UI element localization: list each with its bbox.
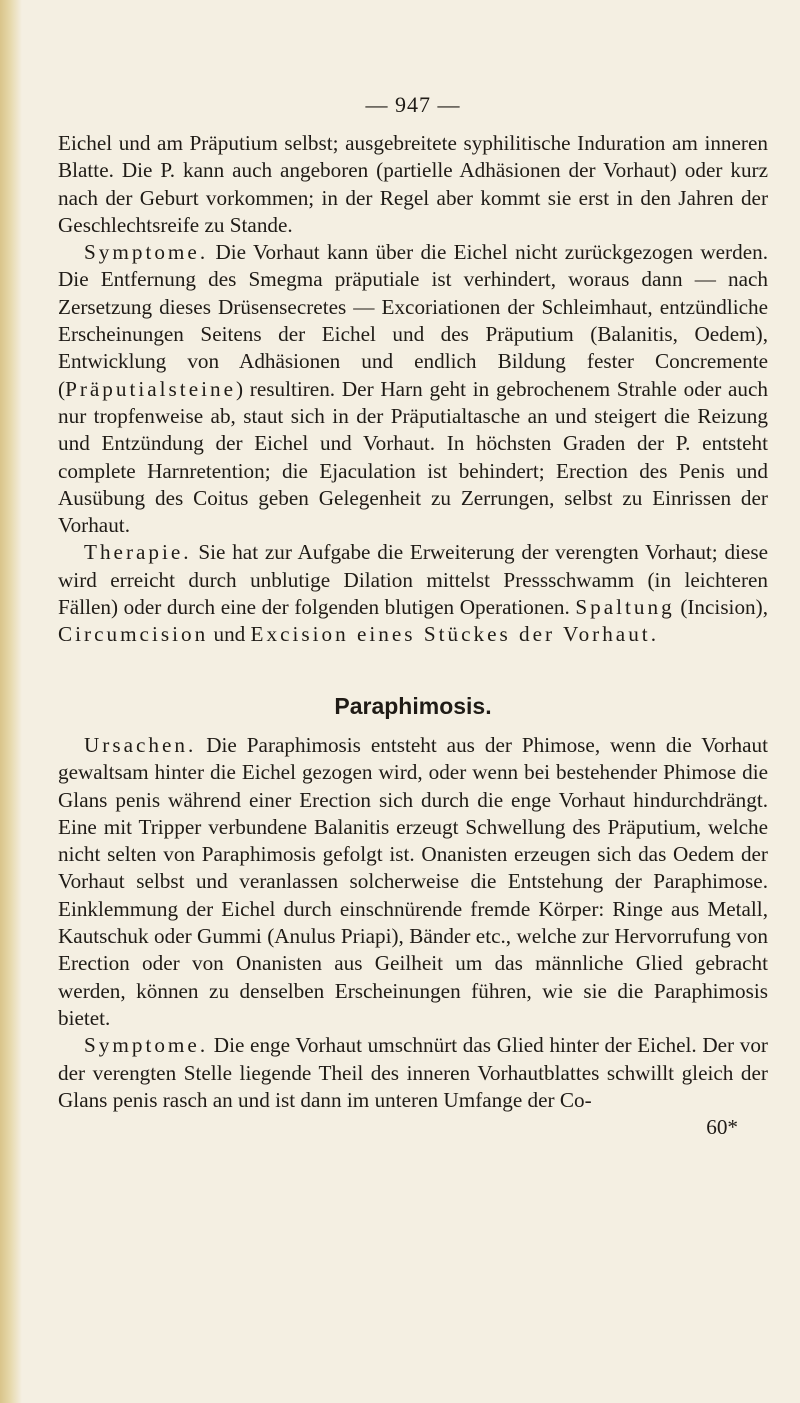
term-spaltung: Spaltung: [575, 595, 675, 620]
page-edge-shadow: [0, 0, 22, 1403]
paragraph-text: Die Paraphimosis entsteht aus der Phimose, wenn die Vorhaut gewaltsam hinter die Eichel gezogen wird, oder wenn bei bestehender Phimose die Glans penis während einer Erection sich durch die enge Vorhaut hindurchdrängt. Eine mit Tripper verbundene Balanitis erzeugt Schwellung des Präputium, welche nicht selten von Paraphimosis gefolgt ist. Onanisten erzeugen sich das Oedem der Vorhaut selbst und veranlassen solcherweise die Entstehung der Paraphimose. Einklemmung der Eichel durch einschnürende fremde Körper: Ringe aus Metall, Kautschuk oder Gummi (Anulus Priapi), Bänder etc., welche zur Hervorrufung von Erection oder von Onanisten aus Geilheit um das männliche Glied gebracht werden, können zu denselben Erscheinungen führen, wie sie die Paraphimosis bietet.: [58, 732, 768, 1030]
section-heading: Paraphimosis.: [334, 692, 492, 719]
paragraph-text: und: [208, 622, 251, 647]
paragraph-therapie: [58, 539, 768, 648]
signature-mark: 60*: [706, 1115, 738, 1140]
paragraph-symptome-2: [58, 1032, 768, 1114]
paragraph-text: Die enge Vorhaut umschnürt das Glied hinter der Eichel. Der vor der verengten Stelle liegende Theil des inneren Vorhautblattes schwillt gleich der Glans penis rasch an und ist dann im unteren Umfange der Co-: [58, 1033, 768, 1112]
term-excision: Excision eines Stückes der Vorhaut.: [250, 622, 659, 647]
section-label-symptome-2: Symptome.: [84, 1033, 209, 1058]
paragraph-text: (Incision),: [674, 595, 768, 620]
body-text: [58, 130, 768, 1141]
term-circumcision: Circumcision: [58, 622, 209, 647]
paragraph-symptome: [58, 239, 768, 539]
term-praeputialsteine: Präputialsteine: [65, 376, 236, 401]
paragraph-text: ) resultiren. Der Harn geht in gebrochenem Strahle oder auch nur tropfenweise ab, staut sich in der Präputialtasche an und steigert die Reizung und Entzündung der Eichel und Vorhaut. In höchsten Graden der P. entsteht complete Harnretention; die Ejaculation ist behindert; Erection des Penis und Ausübung des Coitus geben Gelegenheit zu Zerrungen, selbst zu Einrissen der Vorhaut.: [58, 376, 768, 538]
paragraph-continuation: [58, 130, 768, 239]
page-number: — 947 —: [365, 92, 461, 117]
section-label-therapie: Therapie.: [84, 540, 192, 565]
paragraph-ursachen: [58, 732, 768, 1032]
paragraph-text: Sie hat zur Aufgabe die Erweiterung der verengten Vorhaut; diese wird erreicht durch unblutige Dilation mittelst Pressschwamm (in leichteren Fällen) oder durch eine der folgenden blutigen Operationen.: [58, 540, 768, 620]
paragraph-text: Die Vorhaut kann über die Eichel nicht zurückgezogen werden. Die Entfernung des Smegma präputiale ist verhindert, woraus dann — nach Zersetzung dieses Drüsensecretes — Excoriationen der Schleimhaut, entzündliche Erscheinungen Seitens der Eichel und des Präputium (Balanitis, Oedem), Entwicklung von Adhäsionen und endlich Bildung fester Concremente (: [58, 240, 768, 401]
section-label-symptome: Symptome.: [84, 240, 209, 265]
section-label-ursachen: Ursachen.: [84, 732, 197, 757]
paragraph-text: Eichel und am Präputium selbst; ausgebreitete syphilitische Induration am inneren Blatte. Die P. kann auch angeboren (partielle Adhäsionen der Vorhaut) oder kurz nach der Geburt vorkommen; in der Regel aber kommt sie erst in den Jahren der Geschlechtsreife zu Stande.: [58, 131, 768, 237]
